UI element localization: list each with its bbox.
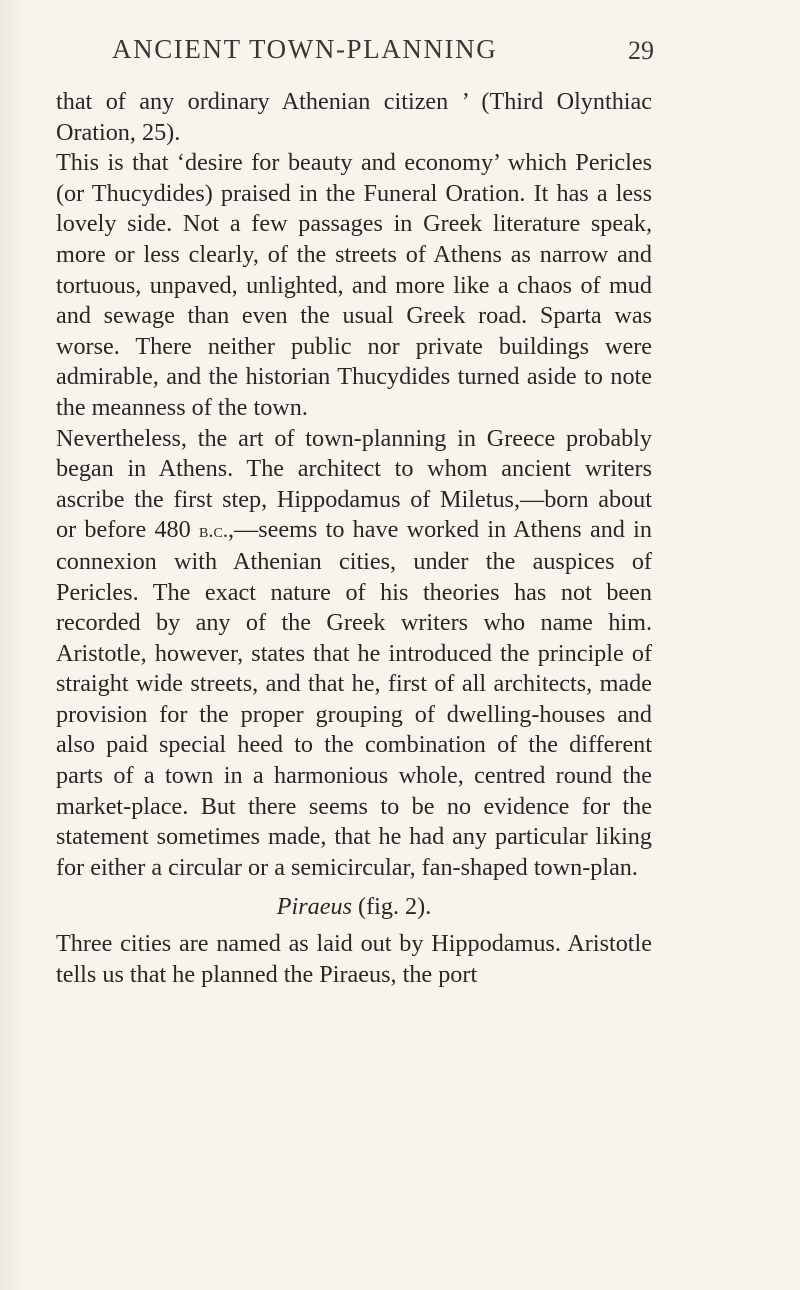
paragraph-3 — [56, 424, 652, 884]
bc-abbreviation: b.c. — [199, 520, 228, 543]
running-title: ANCIENT TOWN-PLANNING — [112, 34, 498, 64]
section-subheading — [56, 892, 652, 923]
body-text — [56, 87, 652, 990]
paragraph-3-part-b: ,—seems to have worked in Athens and in connexion with Athenian cities, under the auspices of Pericles. The exact nature of his theories has not been recorded by any of the Greek writers who name him. Aristotle, however, states that he introduced the principle of straight wide streets, and that he, first of all architects, made provision for the proper grouping of dwelling-houses and also paid special heed to the combination of the different parts of a town in a harmonious whole, centred round the market-place. But there seems to be no evidence for the statement sometimes made, that he had any particular liking for either a circular or a semicircular, fan-shaped town-plan. — [56, 516, 652, 881]
subheading-title: Piraeus — [276, 893, 352, 921]
paragraph-3-part-a: Nevertheless, the art of town-planning in Greece probably began in Athens. The architect to whom ancient writers ascribe the first step, Hippodamus of Miletus,—born about or before 480 — [56, 424, 652, 544]
page-number: 29 — [628, 36, 654, 65]
subheading-figure-ref: (fig. 2). — [351, 893, 432, 921]
paragraph-4: Three cities are named as laid out by Hippodamus. Aristotle tells us that he planned the Piraeus, the port — [56, 930, 652, 988]
paragraph-1: that of any ordinary Athenian citizen ’ (Third Olynthiac Oration, 25). — [56, 88, 652, 146]
paragraph-2: This is that ‘desire for beauty and economy’ which Pericles (or Thucydides) praised in the Funeral Oration. It has a less lovely side. Not a few passages in Greek literature speak, more or less clearly, of the streets of Athens as narrow and tortuous, unpaved, unlighted, and more like a chaos of mud and sewage than even the usual Greek road. Sparta was worse. There neither public nor private buildings were admirable, and the historian Thucydides turned aside to note the meanness of the town. — [56, 149, 652, 421]
